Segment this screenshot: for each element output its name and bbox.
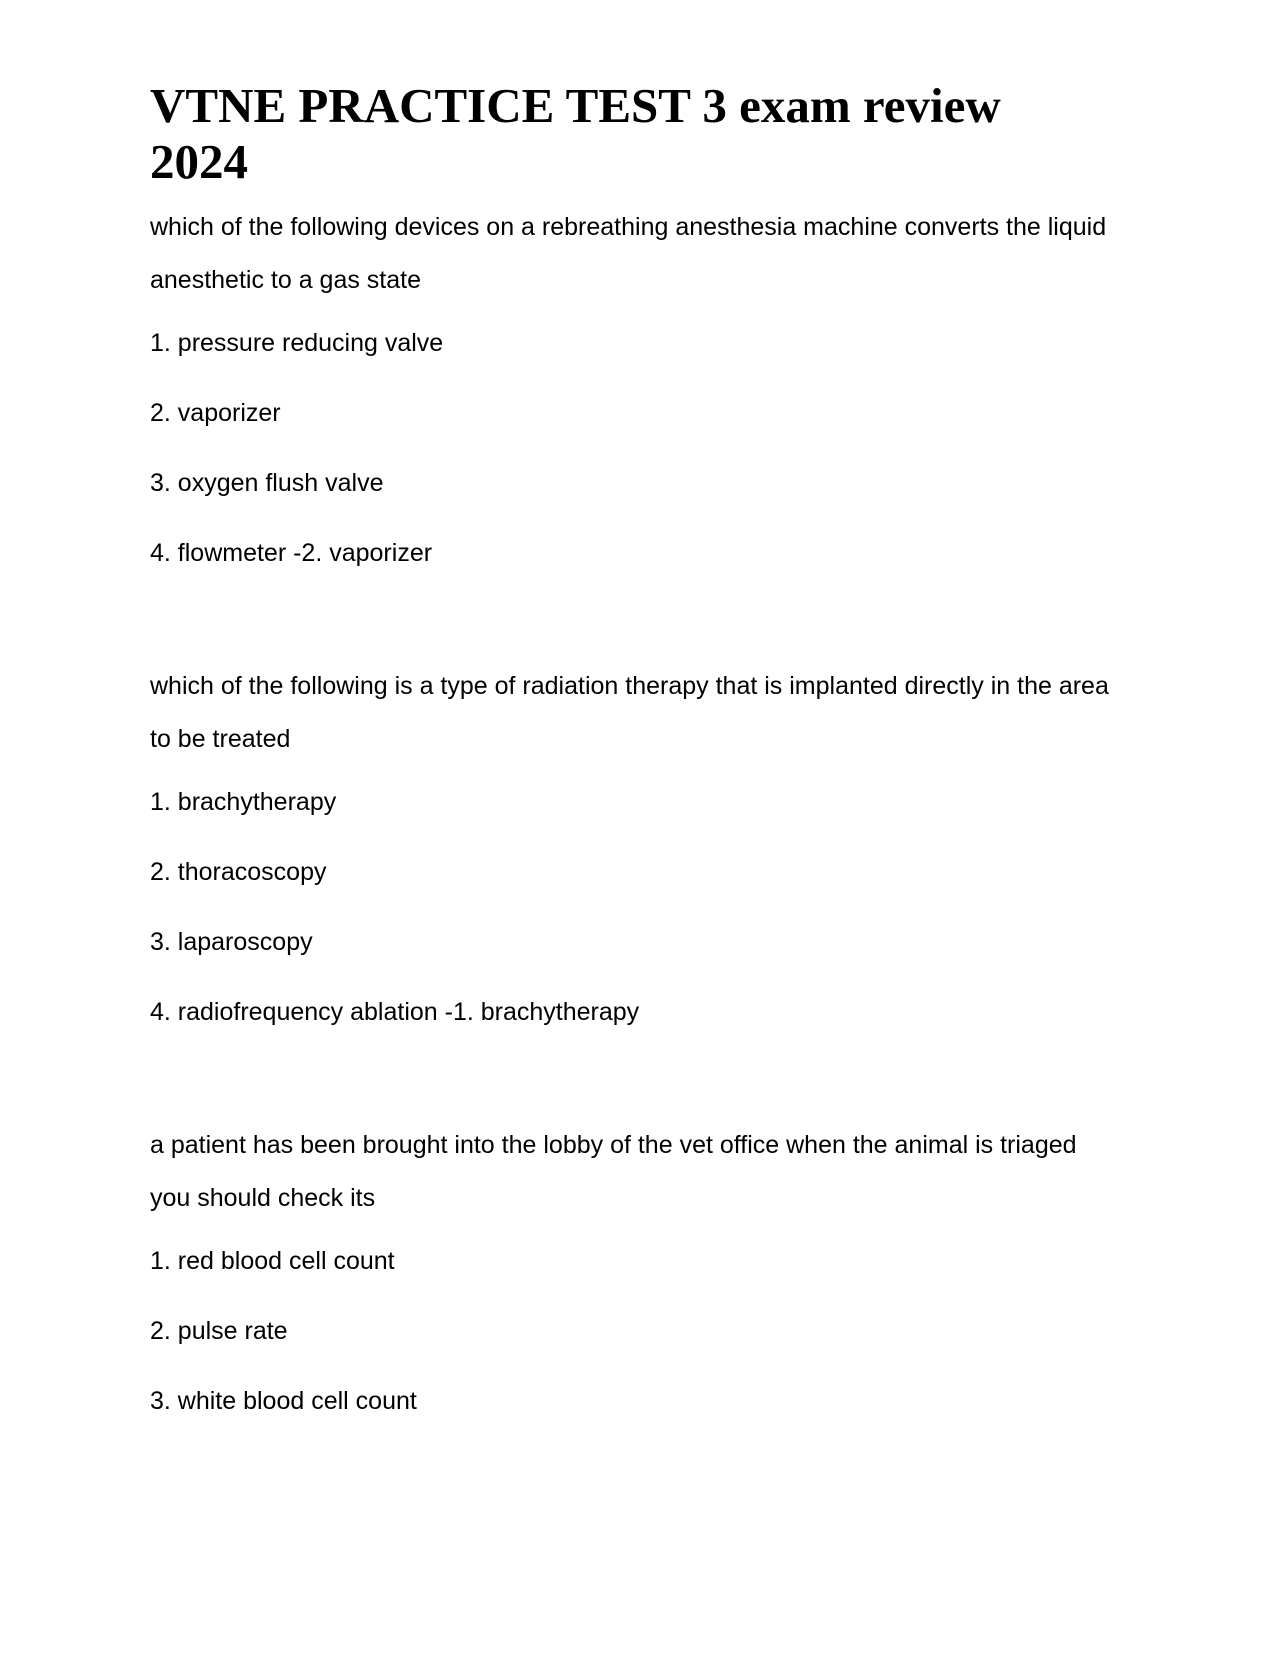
question-2-option-2: 2. thoracoscopy (150, 858, 327, 886)
question-2-option-1: 1. brachytherapy (150, 788, 337, 816)
question-1-option-3: 3. oxygen flush valve (150, 469, 384, 497)
document-page (150, 78, 1110, 1416)
document-title: VTNE PRACTICE TEST 3 exam review 2024 (150, 78, 1001, 189)
question-text-3: a patient has been brought into the lobby of the vet office when the animal is triaged you should check its (150, 1131, 1077, 1212)
question-3-option-2: 2. pulse rate (150, 1317, 288, 1345)
question-block-2 (150, 660, 1110, 1027)
question-2-option-3: 3. laparoscopy (150, 928, 313, 956)
question-block-3 (150, 1119, 1110, 1416)
question-1-option-1: 1. pressure reducing valve (150, 329, 444, 357)
question-text-2: which of the following is a type of radiation therapy that is implanted directly in the area to be treated (150, 672, 1109, 753)
question-3-option-1: 1. red blood cell count (150, 1247, 395, 1275)
question-block-1 (150, 201, 1110, 568)
question-1-option-2: 2. vaporizer (150, 399, 281, 427)
question-1-option-4: 4. flowmeter -2. vaporizer (150, 539, 433, 567)
question-3-option-3: 3. white blood cell count (150, 1387, 417, 1415)
question-2-option-4: 4. radiofrequency ablation -1. brachytherapy (150, 998, 640, 1026)
question-text-1: which of the following devices on a rebreathing anesthesia machine converts the liquid anesthetic to a gas state (150, 213, 1107, 294)
